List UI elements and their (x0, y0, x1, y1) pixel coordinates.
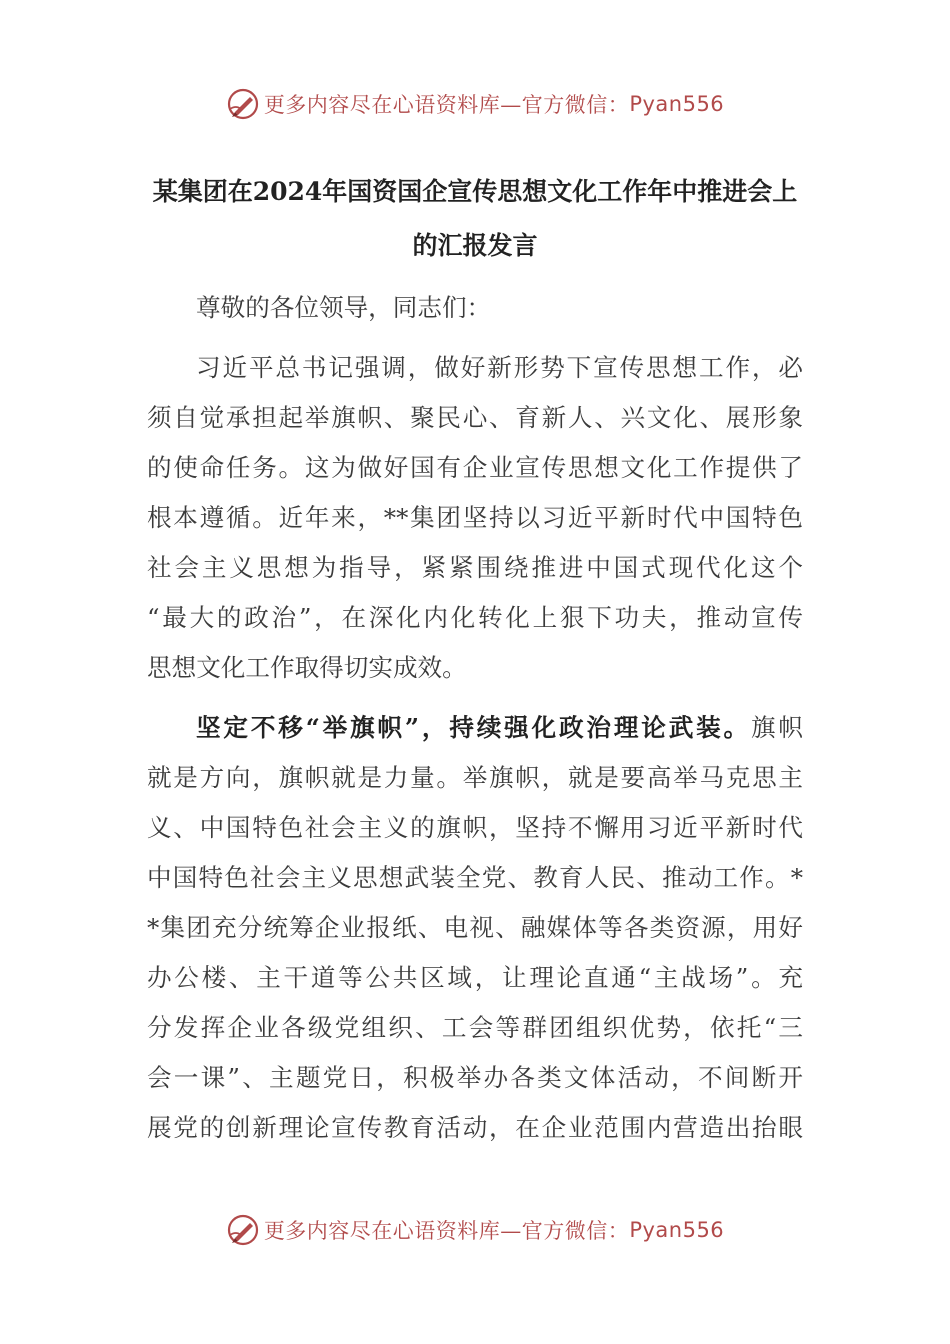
paragraph-line: 就是方向，旗帜就是力量。举旗帜，就是要高举马克思主 (147, 763, 803, 792)
paragraph-line: 办公楼、主干道等公共区域，让理论直通“主战场”。充 (147, 963, 803, 992)
paragraph-line: 须自觉承担起举旗帜、聚民心、育新人、兴文化、展形象 (147, 403, 803, 432)
paragraph-line: 的使命任务。这为做好国有企业宣传思想文化工作提供了 (147, 453, 803, 482)
paragraph-line: 会一课”、主题党日，积极举办各类文体活动，不间断开 (147, 1063, 803, 1092)
banner-wechat-id: Pyan556 (629, 92, 725, 116)
document-title-line-1: 某集团在2024年国资国企宣传思想文化工作年中推进会上 (152, 177, 798, 206)
banner-text: 更多内容尽在心语资料库—官方微信： (263, 1219, 630, 1243)
paragraph-line: 社会主义思想为指导，紧紧围绕推进中国式现代化这个 (147, 553, 803, 582)
footer-watermark-banner (0, 1208, 950, 1252)
paragraph-line: 思想文化工作取得切实成效。 (147, 653, 467, 682)
paragraph-line-tail: 旗帜 (750, 713, 803, 742)
paragraph-line: 义、中国特色社会主义的旗帜，坚持不懈用习近平新时代 (147, 813, 803, 842)
paragraph-line: 根本遵循。近年来，**集团坚持以习近平新时代中国特色 (147, 503, 803, 532)
pen-circle-icon (226, 87, 260, 121)
paragraph-line: 中国特色社会主义思想武装全党、教育人民、推动工作。* (147, 863, 803, 892)
document-title-line-2: 的汇报发言 (412, 231, 538, 260)
paragraph-heading-line (196, 703, 803, 753)
paragraph-heading: 坚定不移“举旗帜”，持续强化政治理论武装。 (196, 713, 751, 742)
paragraph-line: 展党的创新理论宣传教育活动，在企业范围内营造出抬眼 (147, 1113, 803, 1142)
paragraph-line: 习近平总书记强调，做好新形势下宣传思想工作，必 (196, 353, 803, 382)
salutation: 尊敬的各位领导，同志们： (196, 293, 492, 322)
paragraph-line: 分发挥企业各级党组织、工会等群团组织优势，依托“三 (147, 1013, 803, 1042)
banner-text: 更多内容尽在心语资料库—官方微信： (263, 93, 630, 117)
paragraph-line: “最大的政治”，在深化内化转化上狠下功夫，推动宣传 (147, 603, 803, 632)
paragraph-line: *集团充分统筹企业报纸、电视、融媒体等各类资源，用好 (147, 913, 803, 942)
banner-wechat-id: Pyan556 (629, 1218, 725, 1242)
pen-circle-icon (226, 1213, 260, 1247)
header-watermark-banner (0, 82, 950, 126)
